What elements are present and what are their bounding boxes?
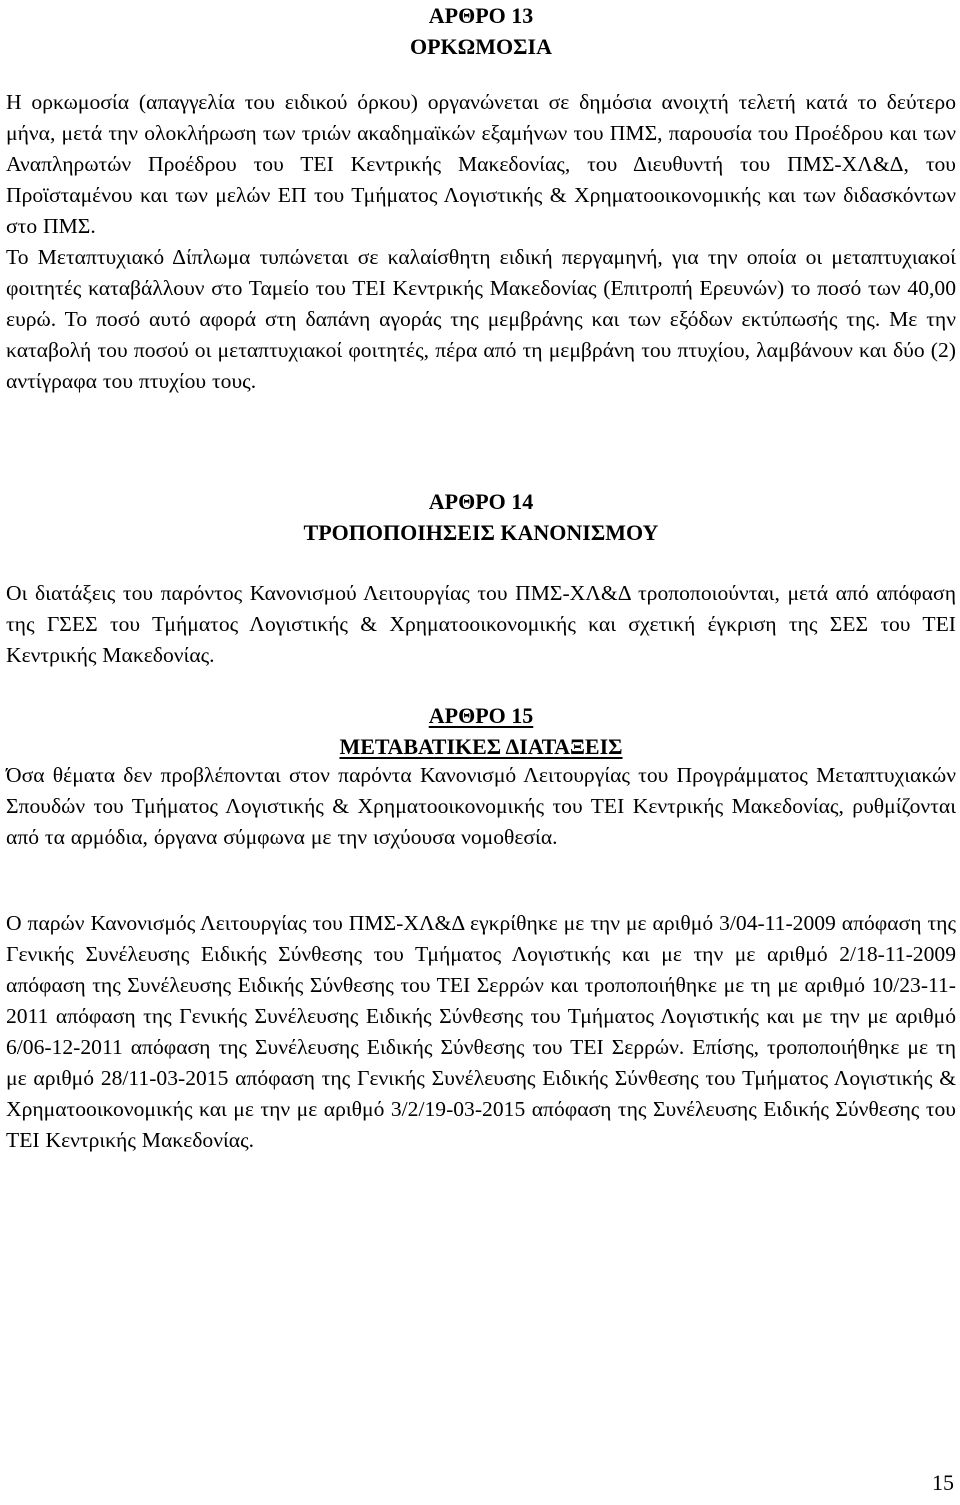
page-number: 15 bbox=[932, 1470, 954, 1495]
article-14-title: ΤΡΟΠΟΠΟΙΗΣΕΙΣ ΚΑΝΟΝΙΣΜΟΥ bbox=[303, 520, 659, 545]
article-13-paragraph-1: Η ορκωμοσία (απαγγελία του ειδικού όρκου) οργανώνεται σε δημόσια ανοιχτή τελετή κατά το δεύτερο μήνα, μετά την ολοκλήρωση των τριών ακαδημαϊκών εξαμήνων του ΠΜΣ, παρουσία του Προέδρου και των Αναπληρωτών Προέδρου του ΤΕΙ Κεντρικής Μακεδονίας, του Διευθυντή του ΠΜΣ-ΧΛ&Δ, του Προϊσταμένου και των μελών ΕΠ του Τμήματος Λογιστικής & Χρηματοοικονομικής και των διδασκόντων στο ΠΜΣ. bbox=[6, 90, 956, 238]
article-15-title: ΜΕΤΑΒΑΤΙΚΕΣ ΔΙΑΤΑΞΕΙΣ bbox=[339, 734, 623, 759]
article-15-heading bbox=[6, 700, 956, 762]
article-15-paragraph-1: Όσα θέματα δεν προβλέπονται στον παρόντα Κανονισμό Λειτουργίας του Προγράμματος Μεταπτυχιακών Σπουδών του Τμήματος Λογιστικής & Χρηματοοικονομικής του ΤΕΙ Κεντρικής Μακεδονίας, ρυθμίζονται από τα αρμόδια, όργανα σύμφωνα με την ισχύουσα νομοθεσία. bbox=[6, 763, 956, 849]
approval-paragraph: Ο παρών Κανονισμός Λειτουργίας του ΠΜΣ-ΧΛ&Δ εγκρίθηκε με την με αριθμό 3/04-11-2009 απόφαση της Γενικής Συνέλευσης Ειδικής Σύνθεσης του Τμήματος Λογιστικής και με την με αριθμό 2/18-11-2009 απόφαση της Συνέλευσης Ειδικής Σύνθεσης του ΤΕΙ Σερρών και τροποποιήθηκε με τη με αριθμό 10/23-11-2011 απόφαση της Γενικής Συνέλευσης Ειδικής Σύνθεσης του Τμήματος Λογιστικής και με την με αριθμό 6/06-12-2011 απόφαση της Συνέλευσης Ειδικής Σύνθεσης του ΤΕΙ Σερρών. Επίσης, τροποποιήθηκε με τη με αριθμό 28/11-03-2015 απόφαση της Γενικής Συνέλευσης Ειδικής Σύνθεσης του Τμήματος Λογιστικής & Χρηματοοικονομικής και με την με αριθμό 3/2/19-03-2015 απόφαση της Συνέλευσης Ειδικής Σύνθεσης του ΤΕΙ Κεντρικής Μακεδονίας. bbox=[6, 911, 956, 1152]
article-13-title: ΟΡΚΩΜΟΣΙΑ bbox=[410, 34, 552, 59]
article-14-heading bbox=[6, 486, 956, 548]
article-14-paragraph-1: Οι διατάξεις του παρόντος Κανονισμού Λειτουργίας του ΠΜΣ-ΧΛ&Δ τροποποιούνται, μετά από απόφαση της ΓΣΕΣ του Τμήματος Λογιστικής & Χρηματοοικονομικής και σχετική έγκριση της ΣΕΣ του ΤΕΙ Κεντρικής Μακεδονίας. bbox=[6, 581, 956, 667]
article-14-number: ΑΡΘΡΟ 14 bbox=[428, 489, 534, 514]
article-15-number: ΑΡΘΡΟ 15 bbox=[428, 703, 534, 728]
article-13-heading bbox=[6, 0, 956, 62]
article-13-paragraph-2: Το Μεταπτυχιακό Δίπλωμα τυπώνεται σε καλαίσθητη ειδική περγαμηνή, για την οποία οι μεταπτυχιακοί φοιτητές καταβάλλουν στο Ταμείο του ΤΕΙ Κεντρικής Μακεδονίας (Επιτροπή Ερευνών) το ποσό των 40,00 ευρώ. Το ποσό αυτό αφορά στη δαπάνη αγοράς της μεμβράνης και των εξόδων εκτύπωσής της. Με την καταβολή του ποσού οι μεταπτυχιακοί φοιτητές, πέρα από τη μεμβράνη του πτυχίου, λαμβάνουν και δύο (2) αντίγραφα του πτυχίου τους. bbox=[6, 245, 956, 393]
article-13-number: ΑΡΘΡΟ 13 bbox=[428, 3, 534, 28]
